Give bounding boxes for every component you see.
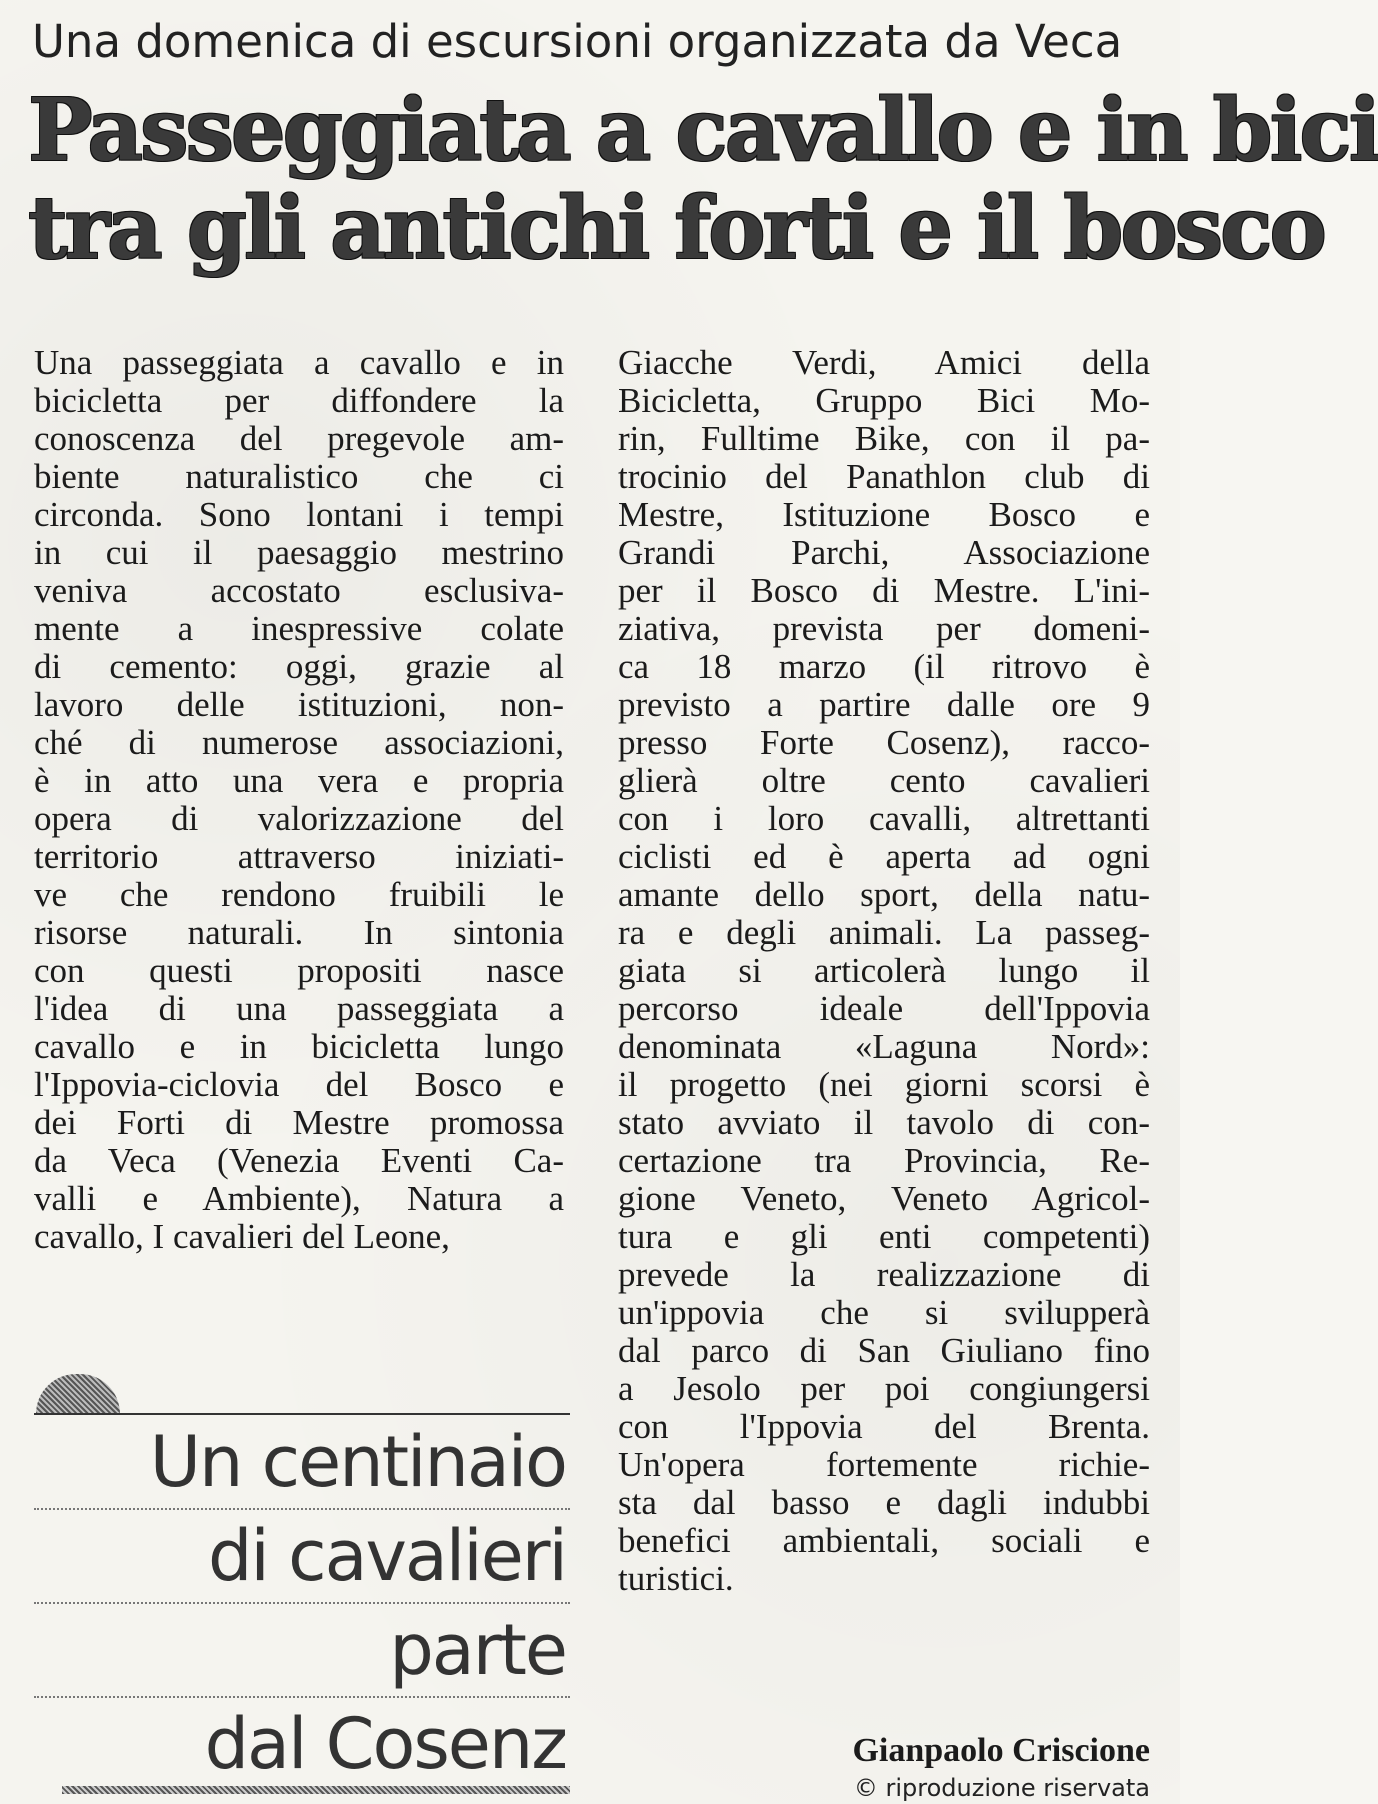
article-line: denominata «Laguna Nord»: [618,1027,1150,1066]
article-line: sta dal basso e dagli indubbi [618,1483,1150,1522]
article-line: per il Bosco di Mestre. L'ini- [618,571,1150,610]
article-line: benefici ambientali, sociali e [618,1521,1150,1560]
article-line: l'Ippovia-ciclovia del Bosco e [34,1065,564,1104]
article-line: biente naturalistico che ci [34,457,564,496]
headline [28,80,1378,279]
article-line: presso Forte Cosenz), racco- [618,723,1150,762]
article-line: opera di valorizzazione del [34,799,564,838]
article-line: Bicicletta, Gruppo Bici Mo- [618,381,1150,420]
article-line: stato avviato il tavolo di con- [618,1103,1150,1142]
article-line: Mestre, Istituzione Bosco e [618,495,1150,534]
pullquote-bottom-rule [62,1786,570,1794]
article-line: valli e Ambiente), Natura a [34,1179,564,1218]
article-line: mente a inespressive colate [34,609,564,648]
article-line: con l'Ippovia del Brenta. [618,1407,1150,1446]
article-line: di cemento: oggi, grazie al [34,647,564,686]
article-line: è in atto una vera e propria [34,761,564,800]
article-line: giata si articolerà lungo il [618,951,1150,990]
pullquote-line: dal Cosenz [204,1703,566,1785]
copyright-notice: © riproduzione riservata [853,1774,1150,1802]
article-line: trocinio del Panathlon club di [618,457,1150,496]
article-line: il progetto (nei giorni scorsi è [618,1065,1150,1104]
byline: Gianpaolo Criscione [852,1732,1150,1769]
article-column-left [34,344,564,1256]
article-line: bicicletta per diffondere la [34,381,564,420]
article-line: amante dello sport, della natu- [618,875,1150,914]
article-line: Un'opera fortemente richie- [618,1445,1150,1484]
headline-line: tra gli antichi forti e il bosco [28,178,1324,279]
headline-line: Passeggiata a cavallo e in bici [28,80,1378,181]
article-line: a Jesolo per poi congiungersi [618,1369,1150,1408]
article-line: cavallo, I cavalieri del Leone, [34,1217,450,1256]
article-line: in cui il paesaggio mestrino [34,533,564,572]
article-line: Grandi Parchi, Associazione [618,533,1150,572]
pullquote-line: parte [34,1604,570,1698]
article-line: turistici. [618,1559,734,1598]
pullquote [34,1416,570,1790]
article-line: ciclisti ed è aperta ad ogni [618,837,1150,876]
kicker: Una domenica di escursioni organizzata da Veca [32,15,1123,68]
article-line: ca 18 marzo (il ritrovo è [618,647,1150,686]
article-line: ziativa, prevista per domeni- [618,609,1150,648]
article-line: tura e gli enti competenti) [618,1217,1150,1256]
article-line: con questi propositi nasce [34,951,564,990]
article-line: circonda. Sono lontani i tempi [34,495,564,534]
article-line: certazione tra Provincia, Re- [618,1141,1150,1180]
pullquote-rule [34,1413,570,1415]
article-line: ché di numerose associazioni, [34,723,564,762]
article-line: percorso ideale dell'Ippovia [618,989,1150,1028]
article-line: lavoro delle istituzioni, non- [34,685,564,724]
article-line: Giacche Verdi, Amici della [618,343,1150,382]
article-line: veniva accostato esclusiva- [34,571,564,610]
article-line: previsto a partire dalle ore 9 [618,685,1150,724]
article-line: gione Veneto, Veneto Agricol- [618,1179,1150,1218]
article-line: rin, Fulltime Bike, con il pa- [618,419,1150,458]
article-line: glierà oltre cento cavalieri [618,761,1150,800]
pullquote-line: Un centinaio [34,1416,570,1510]
article-line: Una passeggiata a cavallo e in [34,343,564,382]
article-line: da Veca (Venezia Eventi Ca- [34,1141,564,1180]
article-line: con i loro cavalli, altrettanti [618,799,1150,838]
article-column-right [618,344,1150,1598]
article-line: ra e degli animali. La passeg- [618,913,1150,952]
article-line: un'ippovia che si svilupperà [618,1293,1150,1332]
article-line: dal parco di San Giuliano fino [618,1331,1150,1370]
article-line: territorio attraverso iniziati- [34,837,564,876]
article-line: l'idea di una passeggiata a [34,989,564,1028]
article-line: cavallo e in bicicletta lungo [34,1027,564,1066]
article-line: conoscenza del pregevole am- [34,419,564,458]
article-line: prevede la realizzazione di [618,1255,1150,1294]
article-line: ve che rendono fruibili le [34,875,564,914]
pullquote-line: di cavalieri [34,1510,570,1604]
pullquote-ornament [36,1374,120,1414]
article-line: risorse naturali. In sintonia [34,913,564,952]
article-line: dei Forti di Mestre promossa [34,1103,564,1142]
